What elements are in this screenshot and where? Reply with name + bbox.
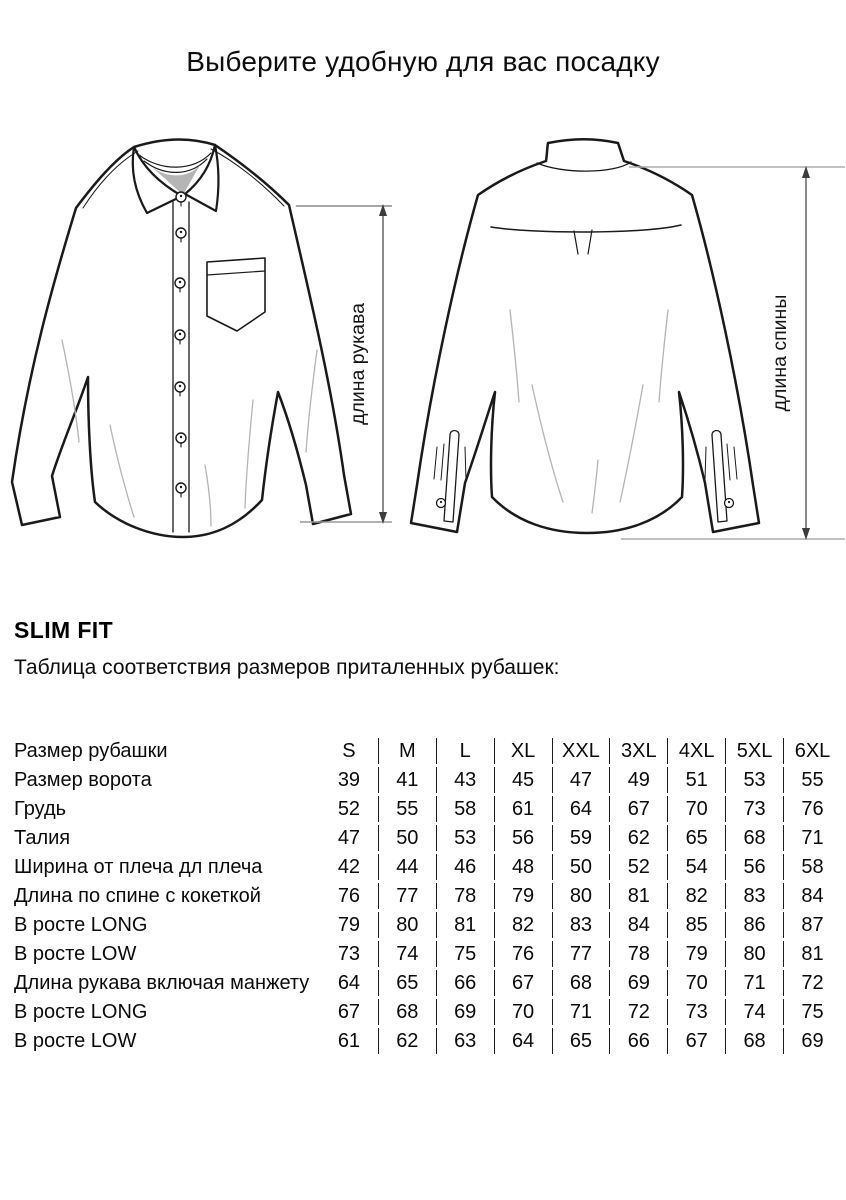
size-value-cell: 77 <box>552 941 610 967</box>
size-value-cell: 86 <box>725 912 783 938</box>
size-value-cell: 48 <box>494 854 552 880</box>
row-label: Длина рукава включая манжету <box>14 971 310 994</box>
size-value-cell: 77 <box>378 883 436 909</box>
size-value-cell: 69 <box>436 999 494 1025</box>
size-value-cell: 64 <box>552 796 610 822</box>
size-value-cell: 55 <box>783 767 841 793</box>
size-value-cell: 41 <box>378 767 436 793</box>
size-value-cell: 82 <box>667 883 725 909</box>
size-value-cell: 46 <box>436 854 494 880</box>
table-row <box>0 883 841 909</box>
row-label: Ширина от плеча дл плеча <box>14 855 263 878</box>
size-value-cell: 58 <box>783 854 841 880</box>
size-column-header: S <box>342 739 356 762</box>
size-value-cell: 70 <box>494 999 552 1025</box>
size-value-cell: 42 <box>337 855 361 878</box>
table-row <box>0 854 841 880</box>
size-value-cell: 59 <box>552 825 610 851</box>
fit-heading: SLIM FIT <box>14 617 114 643</box>
size-value-cell: 53 <box>725 767 783 793</box>
size-value-cell: 69 <box>783 1028 841 1054</box>
row-label: Грудь <box>14 797 67 820</box>
size-value-cell: 53 <box>436 825 494 851</box>
size-value-cell: 72 <box>783 970 841 996</box>
table-row <box>0 941 841 967</box>
row-label: Размер ворота <box>14 768 152 791</box>
size-value-cell: 71 <box>783 825 841 851</box>
size-value-cell: 81 <box>436 912 494 938</box>
row-label: В росте LONG <box>14 1000 148 1023</box>
size-value-cell: 80 <box>725 941 783 967</box>
size-value-cell: 52 <box>609 854 667 880</box>
row-label: В росте LOW <box>14 942 137 965</box>
size-value-cell: 79 <box>494 883 552 909</box>
size-value-cell: 45 <box>494 767 552 793</box>
size-value-cell: 62 <box>378 1028 436 1054</box>
size-value-cell: 39 <box>337 768 361 791</box>
size-value-cell: 81 <box>609 883 667 909</box>
size-value-cell: 83 <box>552 912 610 938</box>
size-value-cell: 78 <box>609 941 667 967</box>
size-column-header: 3XL <box>609 738 667 764</box>
size-value-cell: 76 <box>783 796 841 822</box>
row-label: В росте LONG <box>14 913 148 936</box>
size-value-cell: 65 <box>552 1028 610 1054</box>
size-column-header: 4XL <box>667 738 725 764</box>
size-value-cell: 56 <box>725 854 783 880</box>
size-value-cell: 83 <box>725 883 783 909</box>
size-value-cell: 61 <box>494 796 552 822</box>
size-value-cell: 75 <box>436 941 494 967</box>
size-table-body <box>0 767 841 1054</box>
size-value-cell: 76 <box>494 941 552 967</box>
page-title: Выберите удобную для вас посадку <box>186 46 660 77</box>
size-value-cell: 80 <box>552 883 610 909</box>
size-value-cell: 68 <box>725 1028 783 1054</box>
table-row <box>0 912 841 938</box>
size-value-cell: 52 <box>337 797 361 820</box>
size-value-cell: 54 <box>667 854 725 880</box>
row-label: В росте LOW <box>14 1029 137 1052</box>
size-value-cell: 81 <box>783 941 841 967</box>
size-value-cell: 67 <box>494 970 552 996</box>
table-row <box>0 999 841 1025</box>
size-value-cell: 76 <box>337 884 361 907</box>
size-value-cell: 65 <box>378 970 436 996</box>
size-value-cell: 58 <box>436 796 494 822</box>
size-table <box>0 735 841 1057</box>
size-value-cell: 44 <box>378 854 436 880</box>
table-row <box>0 767 841 793</box>
arrowhead-down-icon <box>802 528 810 540</box>
size-value-cell: 84 <box>609 912 667 938</box>
size-column-header: XXL <box>552 738 610 764</box>
size-value-cell: 63 <box>436 1028 494 1054</box>
size-value-cell: 84 <box>783 883 841 909</box>
size-value-cell: 47 <box>552 767 610 793</box>
size-value-cell: 49 <box>609 767 667 793</box>
size-value-cell: 79 <box>337 913 361 936</box>
size-value-cell: 68 <box>552 970 610 996</box>
size-value-cell: 66 <box>436 970 494 996</box>
table-row <box>0 825 841 851</box>
sleeve-length-label: длина рукава <box>347 303 369 425</box>
fit-subtitle: Таблица соответствия размеров приталенных рубашек: <box>14 656 560 679</box>
size-value-cell: 67 <box>609 796 667 822</box>
size-column-header: 6XL <box>783 738 841 764</box>
size-value-cell: 85 <box>667 912 725 938</box>
size-value-cell: 75 <box>783 999 841 1025</box>
size-value-cell: 68 <box>725 825 783 851</box>
size-value-cell: 79 <box>667 941 725 967</box>
size-value-cell: 51 <box>667 767 725 793</box>
table-row <box>0 1028 841 1054</box>
size-value-cell: 73 <box>725 796 783 822</box>
size-value-cell: 82 <box>494 912 552 938</box>
row-label: Длина по спине с кокеткой <box>14 884 261 907</box>
size-value-cell: 78 <box>436 883 494 909</box>
size-value-cell: 71 <box>552 999 610 1025</box>
size-value-cell: 56 <box>494 825 552 851</box>
size-value-cell: 67 <box>667 1028 725 1054</box>
table-row <box>0 970 841 996</box>
size-value-cell: 50 <box>378 825 436 851</box>
size-table-header-row <box>0 738 841 764</box>
size-value-cell: 55 <box>378 796 436 822</box>
size-value-cell: 72 <box>609 999 667 1025</box>
row-label: Талия <box>14 826 71 849</box>
size-value-cell: 74 <box>378 941 436 967</box>
size-column-header: 5XL <box>725 738 783 764</box>
size-value-cell: 50 <box>552 854 610 880</box>
size-value-cell: 70 <box>667 970 725 996</box>
size-value-cell: 70 <box>667 796 725 822</box>
shirt-back-drawing <box>411 139 759 533</box>
size-column-header: M <box>378 738 436 764</box>
size-value-cell: 65 <box>667 825 725 851</box>
size-value-cell: 66 <box>609 1028 667 1054</box>
size-value-cell: 73 <box>337 942 361 965</box>
back-length-label: длина спины <box>769 294 791 412</box>
size-value-cell: 47 <box>337 826 361 849</box>
shirt-diagram <box>0 130 846 570</box>
arrowhead-up-icon <box>802 166 810 178</box>
size-value-cell: 64 <box>337 971 361 994</box>
back-shirt-outline <box>411 139 759 533</box>
size-value-cell: 62 <box>609 825 667 851</box>
size-value-cell: 43 <box>436 767 494 793</box>
size-value-cell: 73 <box>667 999 725 1025</box>
size-value-cell: 68 <box>378 999 436 1025</box>
size-column-header: XL <box>494 738 552 764</box>
size-value-cell: 64 <box>494 1028 552 1054</box>
size-value-cell: 69 <box>609 970 667 996</box>
size-value-cell: 67 <box>337 1000 361 1023</box>
shirt-front-drawing <box>12 140 351 537</box>
size-value-cell: 74 <box>725 999 783 1025</box>
size-value-cell: 71 <box>725 970 783 996</box>
row-label: Размер рубашки <box>14 739 168 762</box>
size-column-header: L <box>436 738 494 764</box>
size-value-cell: 80 <box>378 912 436 938</box>
table-row <box>0 796 841 822</box>
size-value-cell: 61 <box>337 1029 361 1052</box>
size-value-cell: 87 <box>783 912 841 938</box>
